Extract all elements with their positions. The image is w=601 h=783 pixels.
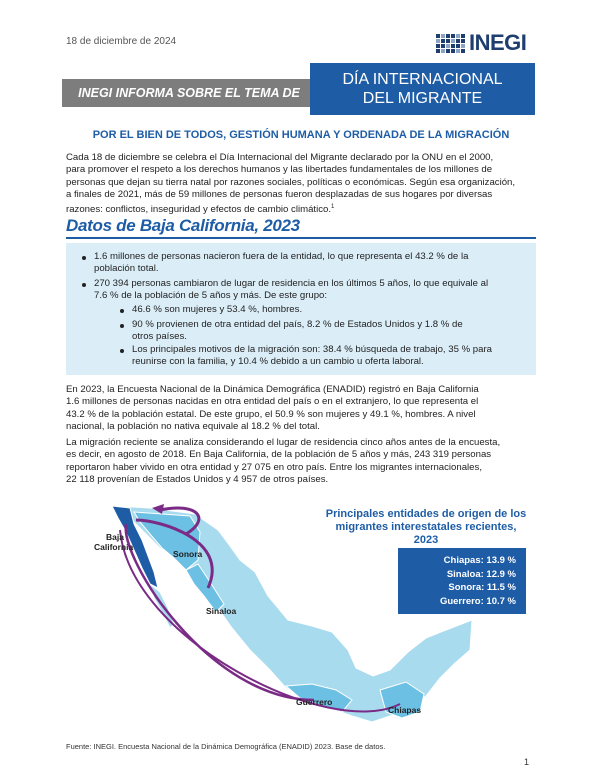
- source-footer: Fuente: INEGI. Encuesta Nacional de la Dinámica Demográfica (ENADID) 2023. Base de datos.: [66, 742, 386, 751]
- intro-line: personas que dejan su tierra natal por razones sociales, políticas o económicas. Según esa organización,: [66, 176, 516, 188]
- banner-informa: INEGI INFORMA SOBRE EL TEMA DE HOY:: [62, 79, 316, 107]
- sub-bullet-item: 90 % provienen de otra entidad del país, 8.2 % de Estados Unidos y 1.8 % de otros países.: [132, 319, 463, 343]
- map-label-sonora: Sonora: [173, 549, 203, 559]
- page-number: 1: [524, 757, 530, 767]
- map-label-baja: Baja: [106, 532, 124, 542]
- sub-bullet-icon: [120, 349, 124, 353]
- highlights-box: [66, 243, 536, 375]
- legend-item: Sinaloa: 12.9 %: [446, 568, 516, 580]
- intro-line: razones: conflictos, inseguridad y efectos de cambio climático.$^1$: [66, 204, 335, 216]
- logo-text: INEGI: [469, 30, 527, 55]
- legend-item: Guerrero: 10.7 %: [439, 595, 516, 607]
- map-label-chiapas: Chiapas: [388, 705, 422, 715]
- document-date: 18 de diciembre de 2024: [66, 36, 177, 47]
- intro-line: a finales de 2021, más de 59 millones de personas fueron desplazadas de sus hogares por diversas: [66, 188, 493, 200]
- bullet-icon: [82, 283, 86, 287]
- map-legend: [398, 548, 526, 614]
- section-divider: [66, 237, 536, 239]
- logo-grid-icon: [436, 34, 465, 53]
- map-label-sinaloa: Sinaloa: [206, 606, 237, 616]
- inegi-logo: [436, 30, 526, 56]
- section-title: Datos de Baja California, 2023: [66, 216, 300, 235]
- recent-migration-paragraph: La migración reciente se analiza considerando el lugar de residencia cinco años antes de la encuesta, es decir, en agosto de 2018. En Baja California, de la población de 5 años y más, 243 319 personas reportaron haber vivido en otra entidad y 27 075 en otro país. Entre los migrantes internacionales, 22 118 provenían de Estados Unidos y 4 957 de otros países.: [66, 437, 501, 485]
- intro-paragraph: [66, 152, 536, 217]
- intro-line: Cada 18 de diciembre se celebra el Día Internacional del Migrante declarado por la ONU en el 2000,: [66, 152, 494, 163]
- sub-bullet-icon: [120, 309, 124, 313]
- bullet-item: 1.6 millones de personas nacieron fuera de la entidad, lo que representa el 43.2 % de la población total.: [94, 251, 469, 275]
- map-title: Principales entidades de origen de los migrantes interestatales recientes, 2023: [325, 508, 527, 546]
- document-subtitle: POR EL BIEN DE TODOS, GESTIÓN HUMANA Y ORDENADA DE LA MIGRACIÓN: [92, 129, 510, 141]
- banner-tema-line1: DÍA INTERNACIONAL: [342, 71, 503, 88]
- legend-item: Chiapas: 13.9 %: [443, 555, 516, 566]
- sub-bullet-item: 46.6 % son mujeres y 53.4 %, hombres.: [132, 304, 303, 315]
- footnote-ref: 1: [331, 204, 335, 211]
- intro-line: para promover el respeto a los derechos humanos y las libertades fundamentales de los millones de: [66, 164, 493, 176]
- sub-bullet-item: Los principales motivos de la migración son: 38.4 % búsqueda de trabajo, 35 % para reunirse con la familia, y 10.4 % debido a un cambio u oferta laboral.: [132, 344, 492, 368]
- map-label-guerrero: Guerrero: [296, 697, 333, 707]
- legend-item: Sonora: 11.5 %: [448, 582, 516, 593]
- sub-bullet-icon: [120, 324, 124, 328]
- map-label-california: California: [94, 542, 134, 552]
- banner-tema-line2: DEL MIGRANTE: [362, 90, 483, 107]
- banner-tema: [310, 63, 535, 115]
- enadid-paragraph: En 2023, la Encuesta Nacional de la Dinámica Demográfica (ENADID) registró en Baja California 1.6 millones de personas nacidas en otra entidad del país o en el extranjero, lo que representa el 43.2 % de la población estatal. De este grupo, el 50.9 % son mujeres y 49.1 %, hombres. A nivel nacional, la población no nativa equivale al 18.2 % del total.: [66, 384, 479, 432]
- bullet-item: 270 394 personas cambiaron de lugar de residencia en los últimos 5 años, lo que equivale al 7.6 % de la población de 5 años y más. De este grupo:: [94, 278, 489, 302]
- bullet-icon: [82, 256, 86, 260]
